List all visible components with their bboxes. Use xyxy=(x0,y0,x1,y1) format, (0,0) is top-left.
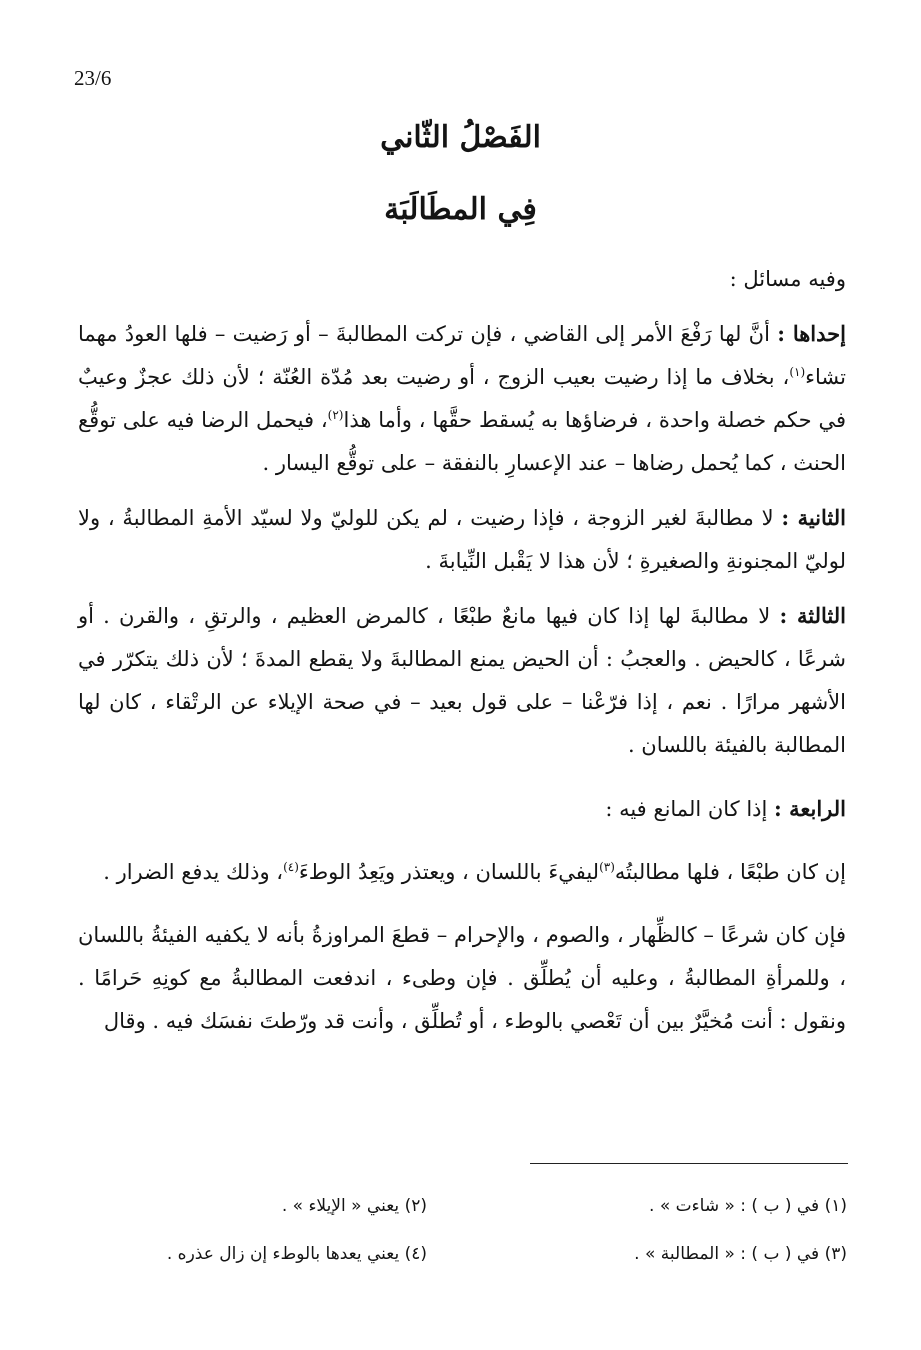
chapter-title: الفَصْلُ الثّاني xyxy=(380,120,541,155)
paragraph-2 xyxy=(78,496,846,583)
paragraph-6-text: فإن كان شرعًا – كالظِّهار ، والصوم ، والإحرام – قطعَ المراوزةُ بأنه لا يكفيه الفيئةُ باللسان ، وللمرأةِ المطالبةُ ، وعليه أن يُطلِّق . فإن وطىء ، اندفعت المطالبةُ مع كونِهِ حَرامًا . ونقول : أنت مُخيَّرٌ بين أن تَعْصي بالوطء ، أو تُطلِّق ، وأنت قد ورّطتَ نفسَك فيه . وقال xyxy=(78,923,846,1033)
paragraph-4-text: إذا كان المانع فيه : xyxy=(605,797,775,821)
paragraph-1-text-a: أنَّ لها رَفْعَ الأمر إلى القاضي ، فإن تركت المطالبةَ – أو رَضيت – فلها العودُ مهما تشاء xyxy=(78,322,846,389)
paragraph-1-text-c: ، فيحمل الرضا فيه على توقُّع الحنث ، كما يُحمل رضاها – عند الإعسارِ بالنفقة – على توقُّع اليسار . xyxy=(78,408,846,475)
paragraph-3-text: لا مطالبةَ لها إذا كان فيها مانعٌ طبْعًا ، كالمرض العظيم ، والرتقِ ، والقرن . أو شرعًا ، كالحيض . والعجبُ : أن الحيض يمنع المطالبةَ ولا يقطع المدةَ ؛ لأن ذلك يتكرّر في الأشهر مرارًا . نعم ، إذا فرّعْنا – على قول بعيد – في صحة الإيلاء عن الرتْقاء ، كان لها المطالبة بالفيئة باللسان . xyxy=(78,604,846,757)
paragraph-3 xyxy=(78,594,846,767)
paragraph-3-lead: الثالثة : xyxy=(779,603,846,628)
footnote-ref-3: (٣) xyxy=(599,860,615,874)
paragraph-5-text-a: إن كان طبْعًا ، فلها مطالبتُه xyxy=(614,860,846,884)
intro-text: وفيه مسائل : xyxy=(729,267,846,291)
paragraph-1 xyxy=(78,312,846,485)
footnote-divider xyxy=(530,1163,848,1164)
paragraph-4-lead: الرابعة : xyxy=(774,796,846,821)
footnote-ref-4: (٤) xyxy=(283,860,299,874)
footnote-ref-2: (٢) xyxy=(327,408,344,422)
section-title: فِي المطَالَبَة xyxy=(384,192,537,227)
footnote-1: (١) في ( ب ) : « شاءت » . xyxy=(649,1196,847,1216)
intro-paragraph xyxy=(78,258,846,301)
paragraph-5 xyxy=(78,851,846,894)
paragraph-2-lead: الثانية : xyxy=(781,505,846,530)
paragraph-5-text-b: ليفيءَ باللسان ، ويعتذر ويَعِدُ الوطءَ xyxy=(298,860,600,884)
paragraph-1-lead: إحداها : xyxy=(777,321,846,346)
paragraph-2-text: لا مطالبةَ لغير الزوجة ، فإذا رضيت ، لم يكن للوليّ ولا لسيّد الأمةِ المطالبةُ ، ولا لوليّ المجنونةِ والصغيرةِ ؛ لأن هذا لا يَقْبل النِّيابةَ . xyxy=(78,506,846,573)
footnote-3: (٣) في ( ب ) : « المطالبة » . xyxy=(634,1244,847,1264)
page-number: 23/6 xyxy=(74,66,112,90)
footnote-2: (٢) يعني « الإيلاء » . xyxy=(281,1196,427,1216)
footnote-ref-1: (١) xyxy=(789,365,806,379)
body-text xyxy=(78,258,846,1043)
paragraph-4 xyxy=(78,787,846,831)
paragraph-6 xyxy=(78,914,846,1043)
footnote-4: (٤) يعني يعدها بالوطء إن زال عذره . xyxy=(166,1244,427,1264)
paragraph-1-text-b: ، بخلاف ما إذا رضيت بعيب الزوج ، أو رضيت بعد مُدّة العُنّة ؛ لأن ذلك عجزٌ وعيبٌ في حكم خصلة واحدة ، فرضاؤها به يُسقط حقَّها ، وأما هذا xyxy=(78,365,846,432)
paragraph-5-text-c: ، وذلك يدفع الضرار . xyxy=(103,860,284,884)
